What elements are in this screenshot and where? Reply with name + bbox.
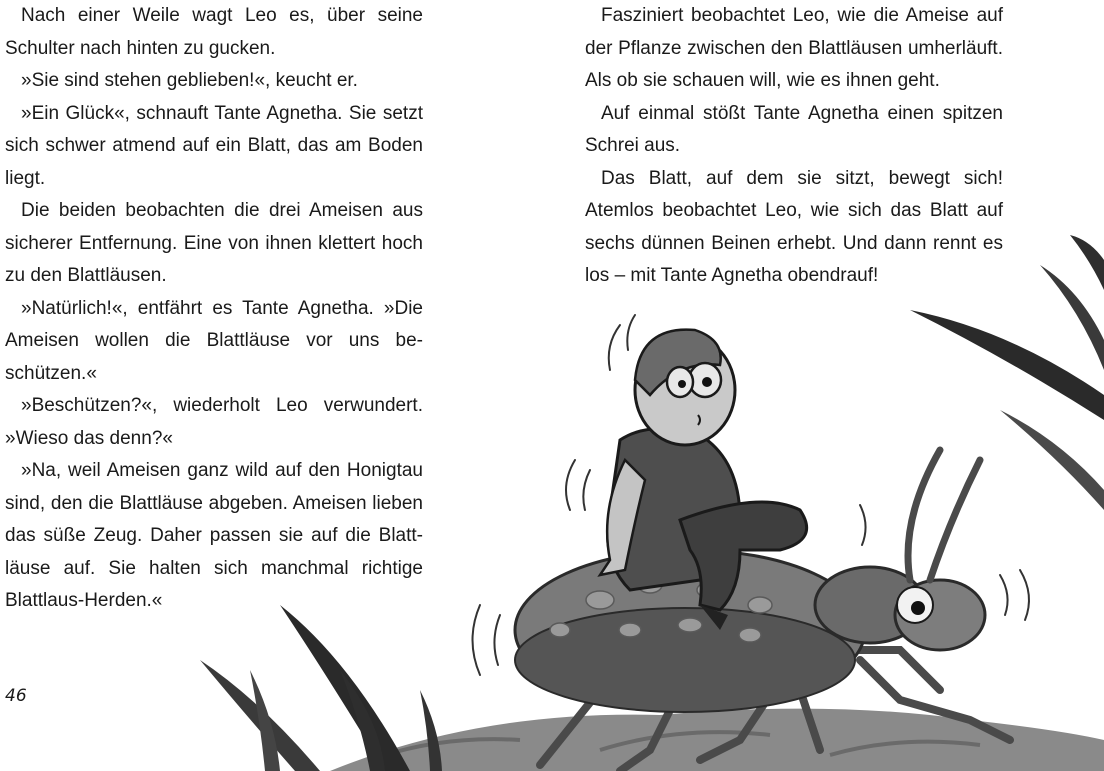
paragraph: Das Blatt, auf dem sie sitzt, bewegt sich! Atemlos beobachtet Leo, wie sich das Blatt auf sechs dünnen Beinen erhebt. Und dann rennt es los – mit Tante Agnetha obendrauf! (585, 167, 1003, 286)
grass-blade (1000, 410, 1104, 510)
paragraph: Die beiden beobachten die drei Ameisen aus sicherer Entfernung. Eine von ihnen klettert hoch zu den Blattläusen. (5, 200, 423, 286)
grass-blade (1070, 235, 1104, 290)
paragraph: »Na, weil Ameisen ganz wild auf den Honigtau sind, den die Blattläuse abgeben. Ameisen lieben das süße Zeug. Daher passen sie auf die Blattläuse auf. Sie halten sich manchmal richtige Blattlaus-Herden.« (5, 460, 423, 611)
paragraph: Nach einer Weile wagt Leo es, über seine Schulter nach hinten zu gucken. (5, 5, 423, 59)
beetle-rider-illustration (180, 220, 1104, 771)
page-number: 46 (5, 686, 27, 706)
grass-blade (1040, 265, 1104, 370)
paragraph: Fasziniert beobachtet Leo, wie die Ameise auf der Pflanze zwischen den Blattläusen umherläuft. Als ob sie schauen will, wie es ihnen geht. (585, 5, 1003, 91)
ground (330, 709, 1104, 771)
beetle-pupil (911, 601, 925, 615)
paragraph: »Natürlich!«, entfährt es Tante Agnetha. »Die Ameisen wollen die Blattläuse vor uns beschützen.« (5, 297, 423, 384)
paragraph: Auf einmal stößt Tante Agnetha einen spitzen Schrei aus. (585, 102, 1003, 156)
paragraph: »Ein Glück«, schnauft Tante Agnetha. Sie setzt sich schwer atmend auf ein Blatt, das am Boden liegt. (5, 102, 423, 189)
grass-blade (280, 605, 410, 771)
paragraph: »Beschützen?«, wiederholt Leo verwundert. »Wieso das denn?« (5, 395, 423, 449)
paragraph: »Sie sind stehen geblieben!«, keucht er. (21, 70, 358, 91)
grass-blade (910, 310, 1104, 420)
beetle-antenna (930, 460, 980, 580)
